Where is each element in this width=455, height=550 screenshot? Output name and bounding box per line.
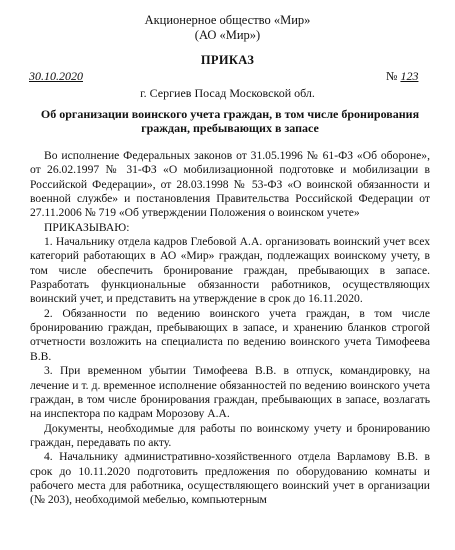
clause-paragraph: Документы, необходимые для работы по воинскому учету и бронированию граждан, передавать по акту. (30, 421, 430, 449)
order-body (30, 149, 430, 508)
order-date: 30.10.2020 (29, 69, 83, 83)
order-keyword: ПРИКАЗЫВАЮ: (44, 220, 130, 234)
clause-paragraph: 1. Начальнику отдела кадров Глебовой А.А. организовать воинский учет всех категорий работающих в АО «Мир» граждан, подлежащих воинскому учету, в том числе обеспечить бронирование граждан, пребывающих в запасе. Разработать функциональные обязанности работников, осуществляющих воинский учет, и представить на утверждение в срок до 16.11.2020. (30, 235, 430, 306)
preamble-paragraph: Во исполнение Федеральных законов от 31.05.1996 № 61-ФЗ «Об обороне», от 26.02.1997 № 31-ФЗ «О мобилизационной подготовке и мобилизации в Российской Федерации», от 28.03.1998 № 53-ФЗ «О воинской обязанности и военной службе» и постановления Правительства Российской Федерации от 27.11.2006 № 719 «Об утверждении Положения о воинском учете» (30, 149, 430, 220)
clause-paragraph: 4. Начальнику административно-хозяйственного отдела Варламову В.В. в срок до 10.11.2020 подготовить предложения по оборудованию комнаты и рабочего места для работника, осуществляющего воинский учет в организации (№ 203), необходимой мебелью, компьютерным (30, 450, 430, 507)
order-number (386, 69, 418, 83)
clause-paragraph: 3. При временном убытии Тимофеева В.В. в отпуск, командировку, на лечение и т. д. временное исполнение обязанностей по ведению воинского учета граждан, в том числе бронирования граждан, пребывающих в запасе, возлагать на инспектора по кадрам Морозову А.А. (30, 364, 430, 421)
clause-paragraph: 2. Обязанности по ведению воинского учета граждан, в том числе бронированию граждан, пребывающих в запасе, и хранению бланков строгой отчетности возложить на специалиста по ведению воинского учета Тимофеева В.В. (30, 306, 430, 363)
subject-line: Об организации воинского учета граждан, в том числе бронирования (40, 107, 420, 121)
organization-name: Акционерное общество «Мир» (144, 13, 311, 27)
order-place: г. Сергиев Посад Московской обл. (140, 86, 315, 100)
subject-line: граждан, пребывающих в запасе (141, 121, 319, 135)
document-title: ПРИКАЗ (200, 53, 255, 67)
organization-short-name: (АО «Мир») (194, 28, 261, 42)
number-sign: № (386, 69, 398, 83)
number-value: 123 (400, 69, 419, 83)
order-subject (30, 107, 430, 135)
